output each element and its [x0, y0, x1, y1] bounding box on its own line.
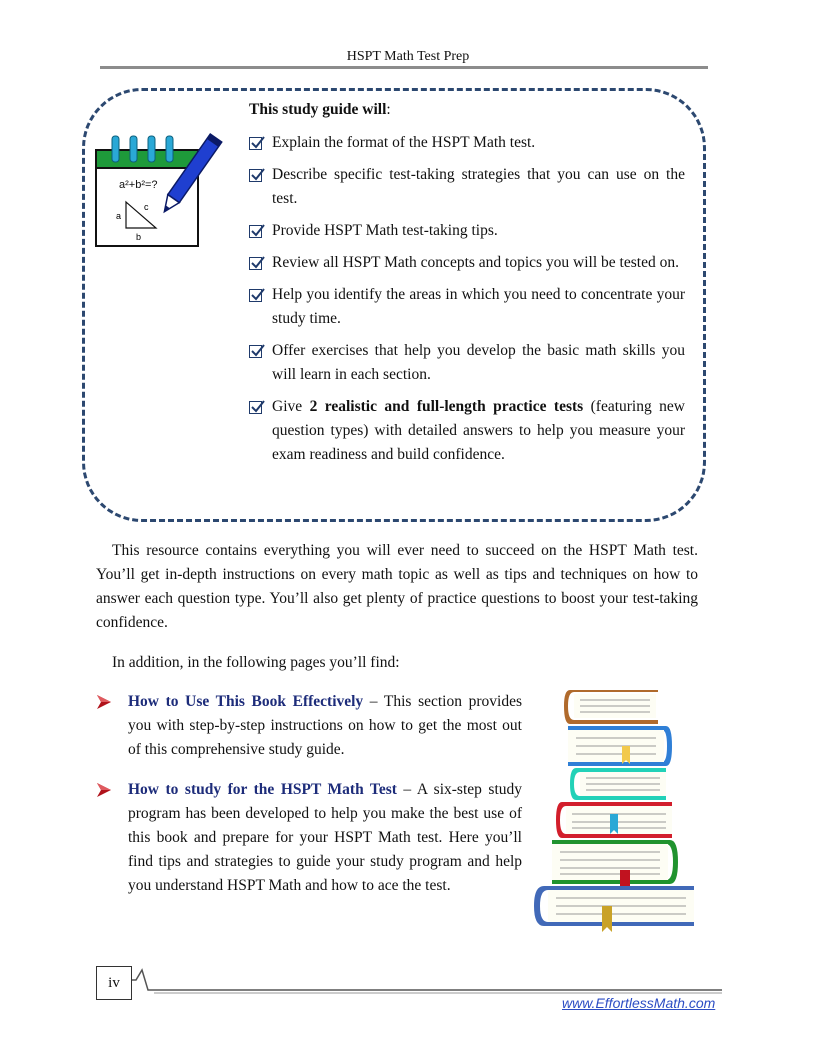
intro-paragraph: This resource contains everything you will ever need to succeed on the HSPT Math test. You’ll get in-depth instructions on every math topic as well as tips and techniques on how to answer each question type. You’ll also get plenty of practice questions to boost your test-taking confidence. — [96, 542, 698, 631]
calendar-pencil-illustration — [94, 132, 234, 250]
checkbox-checked-icon — [249, 401, 262, 414]
header-rule — [100, 66, 708, 69]
bullet-item: How to Use This Book Effectively – This section provides you with step-by-step instructions on how to get the most out of this comprehensive study guide. — [96, 690, 522, 762]
bullet-item: How to study for the HSPT Math Test – A six-step study program has been developed to help you make the best use of this book and prepare for your HSPT Math test. Here you’ll find tips and strategies to guide your study program and help you understand HSPT Math and how to ace the test. — [96, 778, 522, 898]
guide-item: Explain the format of the HSPT Math test. — [249, 131, 685, 155]
book-red — [556, 802, 672, 838]
triangle-side-a: a — [116, 211, 122, 221]
study-guide-heading — [249, 101, 391, 119]
checkbox-checked-icon — [249, 225, 262, 238]
practice-tests-emphasis: 2 realistic and full-length practice tests — [309, 398, 584, 415]
triangle-side-c: c — [144, 202, 149, 212]
running-header: HSPT Math Test Prep — [346, 49, 470, 64]
page-number: iv — [96, 966, 132, 1000]
bullet-lead: How to Use This Book Effectively — [128, 693, 364, 710]
calendar-band — [96, 150, 198, 168]
book-teal — [570, 768, 666, 800]
website-link[interactable]: www.EffortlessMath.com — [562, 995, 716, 1011]
bullet-lead: How to study for the HSPT Math Test — [128, 781, 397, 798]
feature-bullets — [96, 690, 522, 914]
footer-rule — [132, 968, 722, 996]
book-navy — [534, 886, 694, 932]
checkbox-checked-icon — [249, 137, 262, 150]
book-blue — [568, 726, 672, 766]
book-stack-illustration — [530, 686, 696, 932]
guide-item: Help you identify the areas in which you need to concentrate your study time. — [249, 283, 685, 331]
guide-item-practice-tests: Give 2 realistic and full-length practice tests (featuring new question types) with detailed answers to help you measure your exam readiness and build confidence. — [249, 395, 685, 467]
arrow-bullet-icon — [96, 782, 112, 798]
checkbox-checked-icon — [249, 169, 262, 182]
checkbox-checked-icon — [249, 345, 262, 358]
guide-item: Describe specific test-taking strategies that you can use on the test. — [249, 163, 685, 211]
heading-bold: This study guide will — [249, 101, 387, 118]
guide-item: Review all HSPT Math concepts and topics you will be tested on. — [249, 251, 685, 275]
heading-suffix: : — [386, 101, 391, 118]
addition-paragraph: In addition, in the following pages you’ll find: — [112, 654, 400, 671]
study-guide-list — [249, 131, 685, 475]
arrow-bullet-icon — [96, 694, 112, 710]
triangle-side-b: b — [136, 232, 142, 242]
formula-text: a²+b²=? — [119, 179, 158, 191]
checkbox-checked-icon — [249, 257, 262, 270]
book-brown — [564, 690, 658, 724]
checkbox-checked-icon — [249, 289, 262, 302]
guide-item: Provide HSPT Math test-taking tips. — [249, 219, 685, 243]
guide-item: Offer exercises that help you develop the basic math skills you will learn in each section. — [249, 339, 685, 387]
